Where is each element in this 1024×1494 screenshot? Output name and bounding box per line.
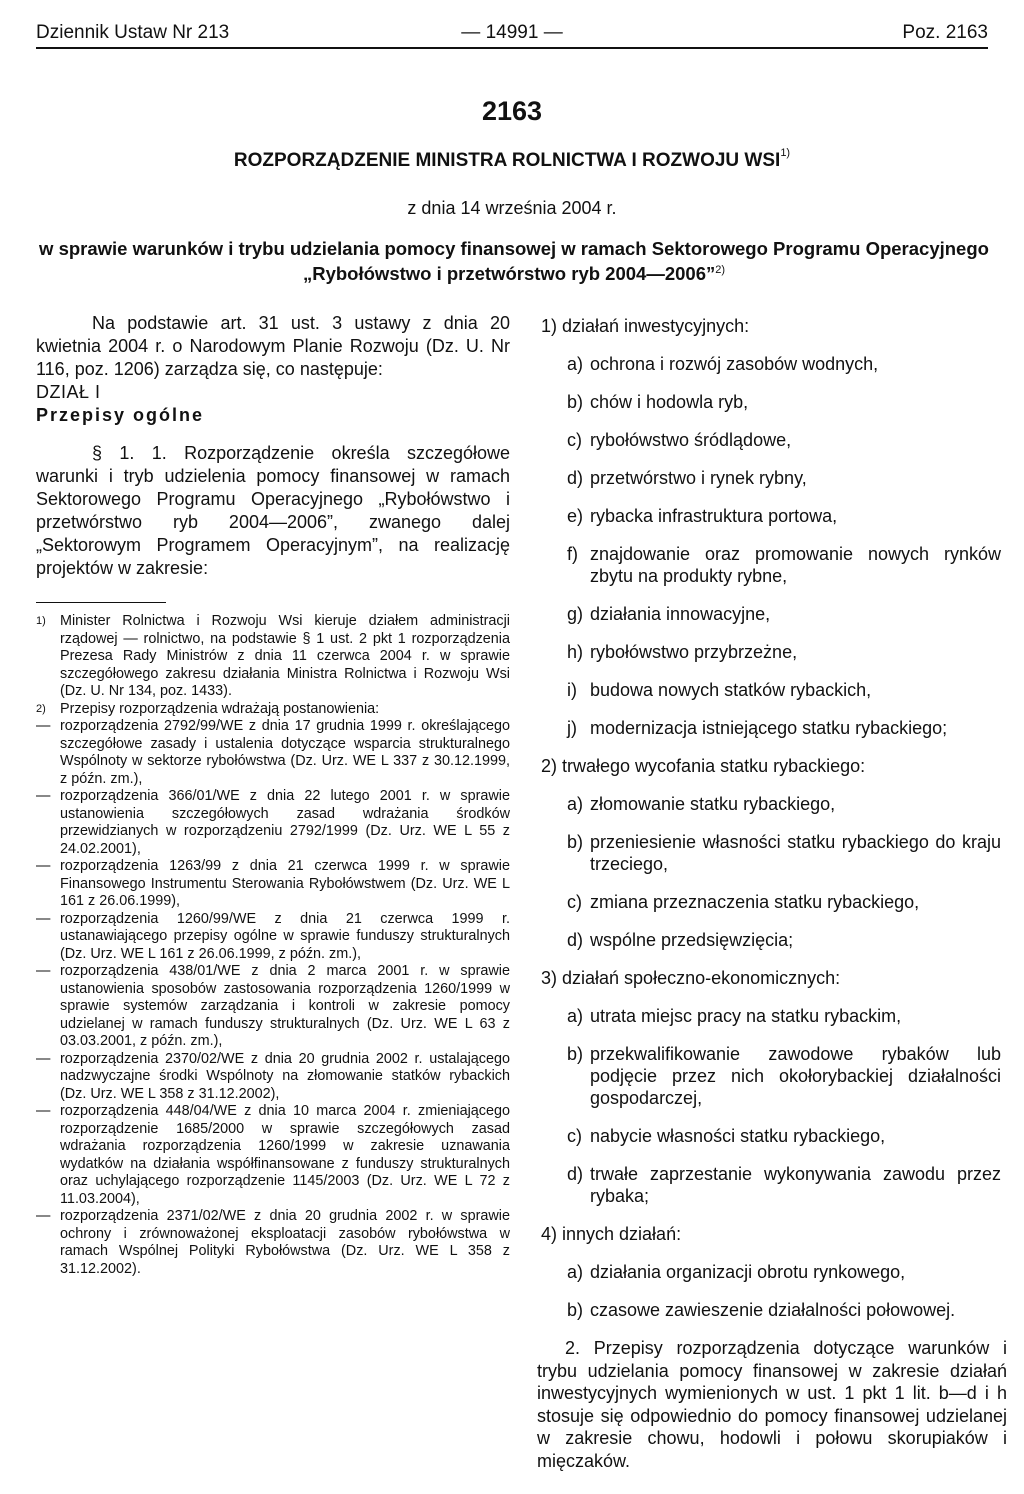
list-item bbox=[537, 1163, 1007, 1207]
list-item-key: d) bbox=[567, 1164, 584, 1184]
list-item-key: b) bbox=[567, 392, 584, 412]
list-item bbox=[537, 1261, 1007, 1283]
list-item-key: b) bbox=[567, 1300, 584, 1320]
dash-mark: — bbox=[36, 910, 51, 927]
list-item-key: i) bbox=[567, 680, 577, 700]
list-item-text: modernizacja istniejącego statku rybackiego; bbox=[590, 718, 948, 738]
dash-mark: — bbox=[36, 963, 51, 979]
list-item bbox=[537, 353, 1007, 375]
list-item bbox=[537, 891, 1007, 913]
list-group-heading: 4) innych działań: bbox=[541, 1224, 682, 1244]
paragraph-1-1: § 1. 1. Rozporządzenie określa szczegółowe warunki i tryb udzielenia pomocy finansowej w ramach Sektorowego Programu Operacyjnego „Rybołówstwo i przetwórstwo ryb 2004—2006”, zwanego dalej „Sektorowym Programem Operacyjnym”, na realizację projektów w zakresie: bbox=[36, 443, 510, 578]
list-item-key: c) bbox=[567, 430, 582, 450]
list-item-text: utrata miejsc pracy na statku rybackim, bbox=[590, 1006, 902, 1026]
list-item-text: wspólne przedsięwzięcia; bbox=[590, 930, 794, 950]
list-item bbox=[537, 641, 1007, 663]
list-item bbox=[537, 1125, 1007, 1147]
paragraph-1-2: 2. Przepisy rozporządzenia dotyczące warunków i trybu udzielania pomocy finansowej w zakresie działań inwestycyjnych wymienionych w ust. 1 pkt 1 lit. b—d i h stosuje się odpowiednio do pomocy finansowej udzielanej w zakresie chowu, hodowli i połowu skorupiaków i mięczaków. bbox=[537, 1338, 1007, 1471]
list-item-text: rybołówstwo przybrzeżne, bbox=[590, 642, 798, 662]
list-item-text: przeniesienie własności statku rybackiego do kraju trzeciego, bbox=[590, 832, 1001, 874]
list-item-text: przetwórstwo i rynek rybny, bbox=[590, 468, 807, 488]
list-item bbox=[537, 505, 1007, 527]
list-item-text: znajdowanie oraz promowanie nowych rynków zbytu na produkty rybne, bbox=[590, 544, 1001, 586]
footnote-1 bbox=[36, 613, 510, 701]
footnote-2-item-text: rozporządzenia 438/01/WE z dnia 2 marca 2001 r. w sprawie ustanowienia sposobów zastosowania rozporządzenia 1260/1999 w sprawie systemów zarządzania i kontroli w zakresie pomocy udzielanej w ramach funduszy strukturalnych (Dz. Urz. WE L 63 z 03.03.2001, z późn. zm.), bbox=[60, 963, 510, 1049]
list-item bbox=[537, 467, 1007, 489]
footnote-2-text: Przepisy rozporządzenia wdrażają postanowienia: bbox=[60, 700, 380, 717]
list-item bbox=[537, 679, 1007, 701]
list-item-key: b) bbox=[567, 1044, 584, 1064]
list-item-key: d) bbox=[567, 468, 584, 488]
dash-mark: — bbox=[36, 1103, 51, 1119]
footnote-1-mark: 1) bbox=[36, 615, 46, 627]
footnote-2-item-text: rozporządzenia 2792/99/WE z dnia 17 grudnia 1999 r. określającego szczegółowe zasady i ustalenia dotyczące wsparcia strukturalnego Wspólnoty w sektorze rybołówstwa (Dz. Urz. WE L 337 z 30.12.1999, z późn. zm.), bbox=[60, 718, 510, 787]
footnote-ref-2: 2) bbox=[715, 264, 726, 276]
list-item bbox=[537, 793, 1007, 815]
footnote-2-item-text: rozporządzenia 2371/02/WE z dnia 20 grudnia 2002 r. w sprawie ochrony i zrównoważonej eksploatacji zasobów rybołówstwa w ramach Wspólnej Polityki Rybołówstwa (Dz. Urz. WE L 358 z 31.12.2002). bbox=[60, 1208, 510, 1277]
dash-mark: — bbox=[36, 1208, 51, 1224]
left-column bbox=[36, 312, 510, 1278]
footnote-2-item-text: rozporządzenia 366/01/WE z dnia 22 lutego 2001 r. w sprawie ustanowienia szczegółowych zasad wdrażania środków przewidzianych w rozporządzeniu 2792/1999 (Dz. Urz. WE L 55 z 24.02.2001), bbox=[60, 788, 510, 857]
footnote-2-item bbox=[36, 1103, 510, 1208]
footnote-2-mark: 2) bbox=[36, 702, 46, 715]
list-item-text: rybacka infrastruktura portowa, bbox=[590, 506, 838, 526]
act-title bbox=[0, 147, 1024, 172]
list-item-text: chów i hodowla ryb, bbox=[590, 392, 749, 412]
list-item bbox=[537, 429, 1007, 451]
list-item-text: działania organizacji obrotu rynkowego, bbox=[590, 1262, 906, 1282]
intro-paragraph: Na podstawie art. 31 ust. 3 ustawy z dnia 20 kwietnia 2004 r. o Narodowym Planie Rozwoju (Dz. U. Nr 116, poz. 1206) zarządza się, co następuje: bbox=[36, 313, 510, 379]
footnote-2-item bbox=[36, 788, 510, 858]
list-item-key: h) bbox=[567, 642, 584, 662]
list-item-key: b) bbox=[567, 832, 584, 852]
list-item bbox=[537, 543, 1007, 587]
position-number: Poz. 2163 bbox=[902, 22, 988, 43]
footnote-1-text: Minister Rolnictwa i Rozwoju Wsi kieruje działem administracji rządowej — rolnictwo, na podstawie § 1 ust. 2 pkt 1 rozporządzenia Prezesa Rady Ministrów z dnia 11 czerwca 2004 r. w sprawie szczegółowego zakresu działania Ministra Rolnictwa i Rozwoju Wsi (Dz. U. Nr 134, poz. 1433). bbox=[60, 613, 510, 699]
list-item-key: d) bbox=[567, 930, 584, 950]
list-item bbox=[537, 929, 1007, 951]
list-item-text: zmiana przeznaczenia statku rybackiego, bbox=[590, 892, 920, 912]
act-subject-line-2 bbox=[30, 261, 998, 286]
list-item-text: budowa nowych statków rybackich, bbox=[590, 680, 872, 700]
act-subject-line-1: w sprawie warunków i trybu udzielania pomocy finansowej w ramach Sektorowego Programu Operacyjnego bbox=[39, 238, 989, 259]
act-subject-line-2-text: „Rybołówstwo i przetwórstwo ryb 2004—2006” bbox=[302, 263, 716, 284]
list-item-text: przekwalifikowanie zawodowe rybaków lub podjęcie przez nich okołorybackiej działalności gospodarczej, bbox=[590, 1044, 1001, 1108]
footnote-2 bbox=[36, 701, 510, 719]
list-item bbox=[537, 391, 1007, 413]
dash-mark: — bbox=[36, 788, 51, 804]
list-item-text: czasowe zawieszenie działalności połowowej. bbox=[590, 1300, 956, 1320]
footnote-separator bbox=[36, 602, 166, 603]
list-item-key: g) bbox=[567, 604, 584, 624]
page-number: — 14991 — bbox=[461, 22, 563, 43]
list-group-heading: 1) działań inwestycyjnych: bbox=[541, 316, 750, 336]
list-item-key: a) bbox=[567, 794, 584, 814]
list-item-key: e) bbox=[567, 506, 584, 526]
list-item-text: trwałe zaprzestanie wykonywania zawodu przez rybaka; bbox=[590, 1164, 1001, 1206]
list-group-heading: 3) działań społeczno-ekonomicznych: bbox=[541, 968, 841, 988]
running-header bbox=[36, 22, 988, 48]
act-date: z dnia 14 września 2004 r. bbox=[407, 198, 617, 218]
list-item-text: działania innowacyjne, bbox=[590, 604, 771, 624]
footnotes bbox=[36, 613, 510, 1278]
list-group-heading: 2) trwałego wycofania statku rybackiego: bbox=[541, 756, 866, 776]
footnote-2-item-text: rozporządzenia 1263/99 z dnia 21 czerwca 1999 r. w sprawie Finansowego Instrumentu Sterowania Rybołówstwem (Dz. Urz. WE L 161 z 26.06.1999), bbox=[60, 858, 510, 909]
footnote-ref-1: 1) bbox=[780, 147, 791, 159]
list-item-key: c) bbox=[567, 892, 582, 912]
list-item-text: ochrona i rozwój zasobów wodnych, bbox=[590, 354, 879, 374]
dash-mark: — bbox=[36, 718, 51, 734]
footnote-2-item bbox=[36, 718, 510, 788]
list-item-key: a) bbox=[567, 1006, 584, 1026]
division-heading: DZIAŁ I bbox=[36, 382, 101, 402]
footnote-2-item-text: rozporządzenia 448/04/WE z dnia 10 marca 2004 r. zmieniającego rozporządzenie 1685/2000 w sprawie szczegółowych zasad wdrażania rozporządzenia 1260/1999 w zakresie uznawania wydatków na działania współfinansowane z funduszy strukturalnych oraz uchylającego rozporządzenie 1145/2003 (Dz. Urz. WE L 72 z 11.03.2004), bbox=[60, 1103, 510, 1207]
list-item-text: rybołówstwo śródlądowe, bbox=[590, 430, 792, 450]
list-item bbox=[537, 1005, 1007, 1027]
right-column bbox=[537, 315, 1007, 1472]
footnote-2-item bbox=[36, 1051, 510, 1104]
list-item-text: nabycie własności statku rybackiego, bbox=[590, 1126, 886, 1146]
footnote-2-item-text: rozporządzenia 1260/99/WE z dnia 21 czerwca 1999 r. ustanawiającego przepisy ogólne w sprawie funduszy strukturalnych (Dz. Urz. WE L 161 z 26.06.1999, z późn. zm.), bbox=[60, 910, 510, 962]
footnote-2-item bbox=[36, 911, 510, 964]
act-title-text: ROZPORZĄDZENIE MINISTRA ROLNICTWA I ROZWOJU WSI bbox=[233, 150, 781, 171]
list-item-text: złomowanie statku rybackiego, bbox=[590, 794, 836, 814]
list-item-key: c) bbox=[567, 1126, 582, 1146]
footnote-2-item bbox=[36, 1208, 510, 1278]
division-title: Przepisy ogólne bbox=[36, 405, 205, 425]
header-rule bbox=[36, 47, 988, 49]
list-item-key: j) bbox=[567, 718, 577, 738]
list-item bbox=[537, 717, 1007, 739]
list-item bbox=[537, 1299, 1007, 1321]
list-item bbox=[537, 831, 1007, 875]
journal-name: Dziennik Ustaw Nr 213 bbox=[36, 22, 230, 43]
footnote-2-item bbox=[36, 963, 510, 1051]
footnote-2-item-text: rozporządzenia 2370/02/WE z dnia 20 grudnia 2002 r. ustalającego nadzwyczajne środki Wspólnoty na złomowanie statków rybackich (Dz. Urz. WE L 358 z 31.12.2002), bbox=[60, 1050, 510, 1102]
list-item bbox=[537, 603, 1007, 625]
list-item bbox=[537, 1043, 1007, 1109]
list-item-key: f) bbox=[567, 544, 578, 564]
dash-mark: — bbox=[36, 1050, 51, 1067]
footnote-2-item bbox=[36, 858, 510, 911]
list-item-key: a) bbox=[567, 1262, 584, 1282]
dash-mark: — bbox=[36, 858, 51, 874]
list-item-key: a) bbox=[567, 354, 584, 374]
act-number: 2163 bbox=[481, 96, 543, 126]
act-subject bbox=[30, 236, 998, 286]
